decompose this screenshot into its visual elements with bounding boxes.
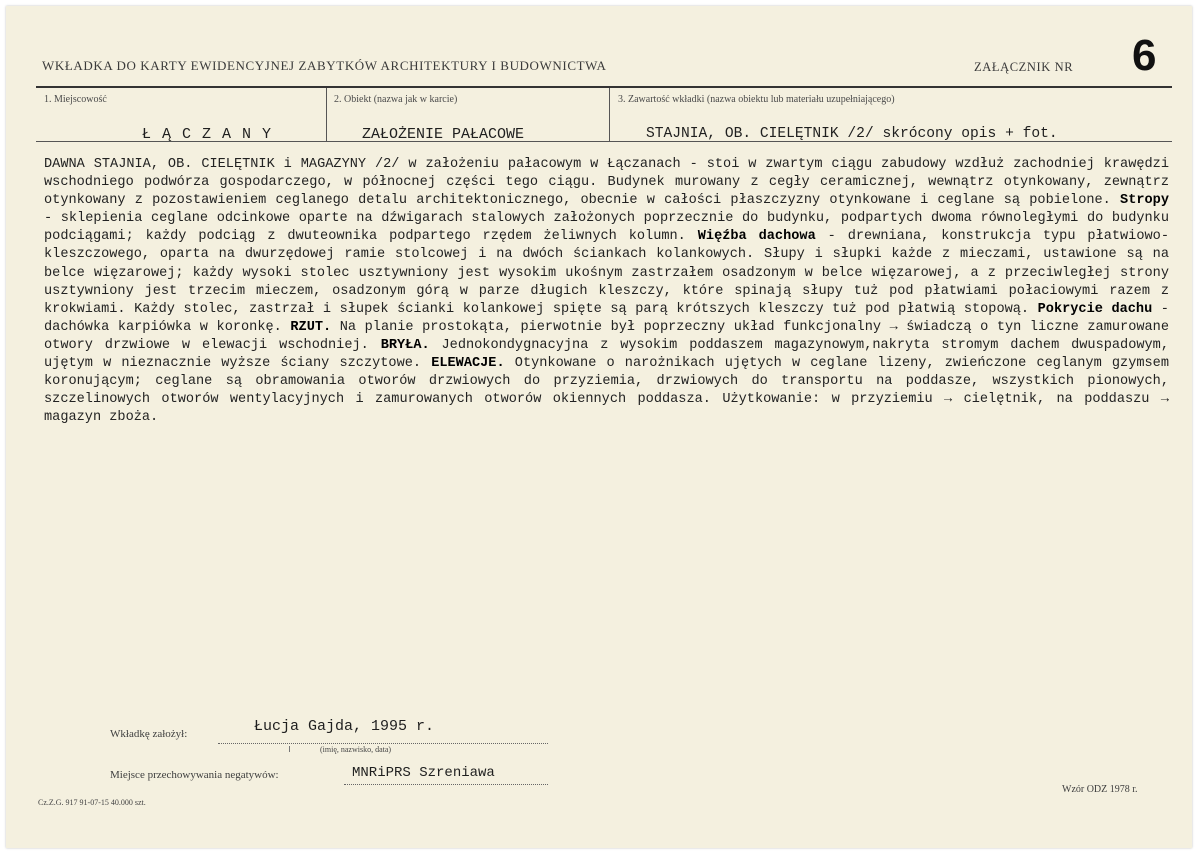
heading-elewacje: ELEWACJE. [431, 356, 505, 372]
text-rzut: Na planie prostokąta, pierwotnie był poprzeczny układ funkcjonalny → świadczą o tyn liczne zamurowane otwory drzwiowe w elewacji wschodniej. [44, 319, 1169, 353]
heading-stropy: Stropy [1120, 193, 1169, 209]
object-label: 2. Obiekt (nazwa jak w karcie) [334, 94, 458, 105]
annex-number: 6 [1132, 31, 1157, 80]
storage-label: Miejsce przechowywania negatywów: [110, 769, 279, 781]
locality-value: Ł Ą C Z A N Y [142, 126, 273, 143]
text-pokrycie: - dachówka karpiówka w koronkę. [44, 301, 1169, 335]
template-code: Wzór ODZ 1978 r. [1062, 784, 1138, 795]
text-stropy: - sklepienia ceglane odcinkowe oparte na dźwigarach stalowych założonych poprzecznie do budynku, podpartych dwoma równoległymi do budynku podciągami; każdy podciąg z dwuteownika podpartego rzędem żeliwnych kolumn. [44, 211, 1169, 245]
object-value: ZAŁOŻENIE PAŁACOWE [362, 126, 525, 143]
heading-bryla: BRYŁA. [380, 337, 430, 353]
record-sheet [6, 6, 1192, 848]
storage-line [344, 784, 548, 785]
content-label: 3. Zawartość wkładki (nazwa obiektu lub materiału uzupełniającego) [618, 94, 895, 105]
form-title: WKŁADKA DO KARTY EWIDENCYJNEJ ZABYTKÓW ARCHITEKTURY I BUDOWNICTWA [42, 58, 607, 73]
heading-rzut: RZUT. [290, 319, 332, 335]
annex-label: ZAŁĄCZNIK NR [974, 60, 1074, 74]
author-label: Wkładkę założył: [110, 728, 188, 740]
heading-wiezba: Więźba dachowa [697, 229, 816, 245]
field-divider-2 [609, 88, 610, 141]
content-value: STAJNIA, OB. CIELĘTNIK /2/ skrócony opis + fot. [646, 126, 1058, 142]
text-uzytkowanie: Użytkowanie: w przyziemiu → cielętnik, na poddaszu → magazyn zboża. [44, 392, 1169, 426]
description-text [44, 156, 1169, 427]
text-bryla: Jednokondygnacyjna z wysokim poddaszem magazynowym,nakryta stromym dachem dwuspadowym, ujętym w nieznacznie wyższe ściany szczytowe. [44, 337, 1169, 372]
text-wiezba: - drewniana, konstrukcja typu płatwiowo-kleszczowego, oparta na dwurzędowej ramie stolcowej i na dwóch ściankach kolankowych. Słupy i słupki każde z mieczami, ustawione są na belce więzarowej; każdy wysoki stolec usztywniony jest wysokim ukośnym zastrzałem osadzonym w belce więzarowej, a z przeciwległej strony usztywniony jest trzecim mieczem, osadzonym górą w parze długich kleszczy, które spinają słupy tuż pod płatwiami połaciowymi razem z krokwiami. Każdy stolec, zastrzał i słupek ścianki kolankowej spięte są parą krótszych kleszczy tuż pod płatwią stopową. [44, 229, 1169, 317]
author-tick [289, 746, 290, 752]
text-elewacje: Otynkowane o narożnikach ujętych w ceglane lizeny, zwieńczone ceglanym gzymsem koronującym; ceglane są obramowania otworów drzwiowych do przyziemia, drzwiowych do transportu na poddasze, wszystkich pionowych, szczelinowych otworów wentylacyjnych i zamurowanych otworów okiennych poddasza. [44, 356, 1169, 408]
header-rule-top [36, 86, 1172, 88]
print-code: Cz.Z.G. 917 91-07-15 40.000 szt. [38, 798, 146, 807]
storage-value: MNRiPRS Szreniawa [352, 765, 495, 781]
field-divider-1 [326, 88, 327, 141]
description-intro: DAWNA STAJNIA, OB. CIELĘTNIK i MAGAZYNY /2/ w założeniu pałacowym w Łączanach - stoi w zwartym ciągu zabudowy wzdłuż zachodniej krawędzi wschodniego podwórza gospodarczego, w północnej części tego ciągu. Budynek murowany z cegły ceramicznej, wewnątrz otynkowany, zewnątrz otynkowany z pozostawieniem ceglanego detalu architektonicznego, obecnie w całości płaszczyzny otynkowane i ceglane są pobielone. [44, 157, 1169, 209]
heading-pokrycie: Pokrycie dachu [1037, 301, 1153, 317]
author-line [218, 743, 548, 744]
author-hint: (imię, nazwisko, data) [320, 745, 392, 754]
author-value: Łucja Gajda, 1995 r. [254, 718, 435, 735]
locality-label: 1. Miejscowość [44, 94, 107, 105]
